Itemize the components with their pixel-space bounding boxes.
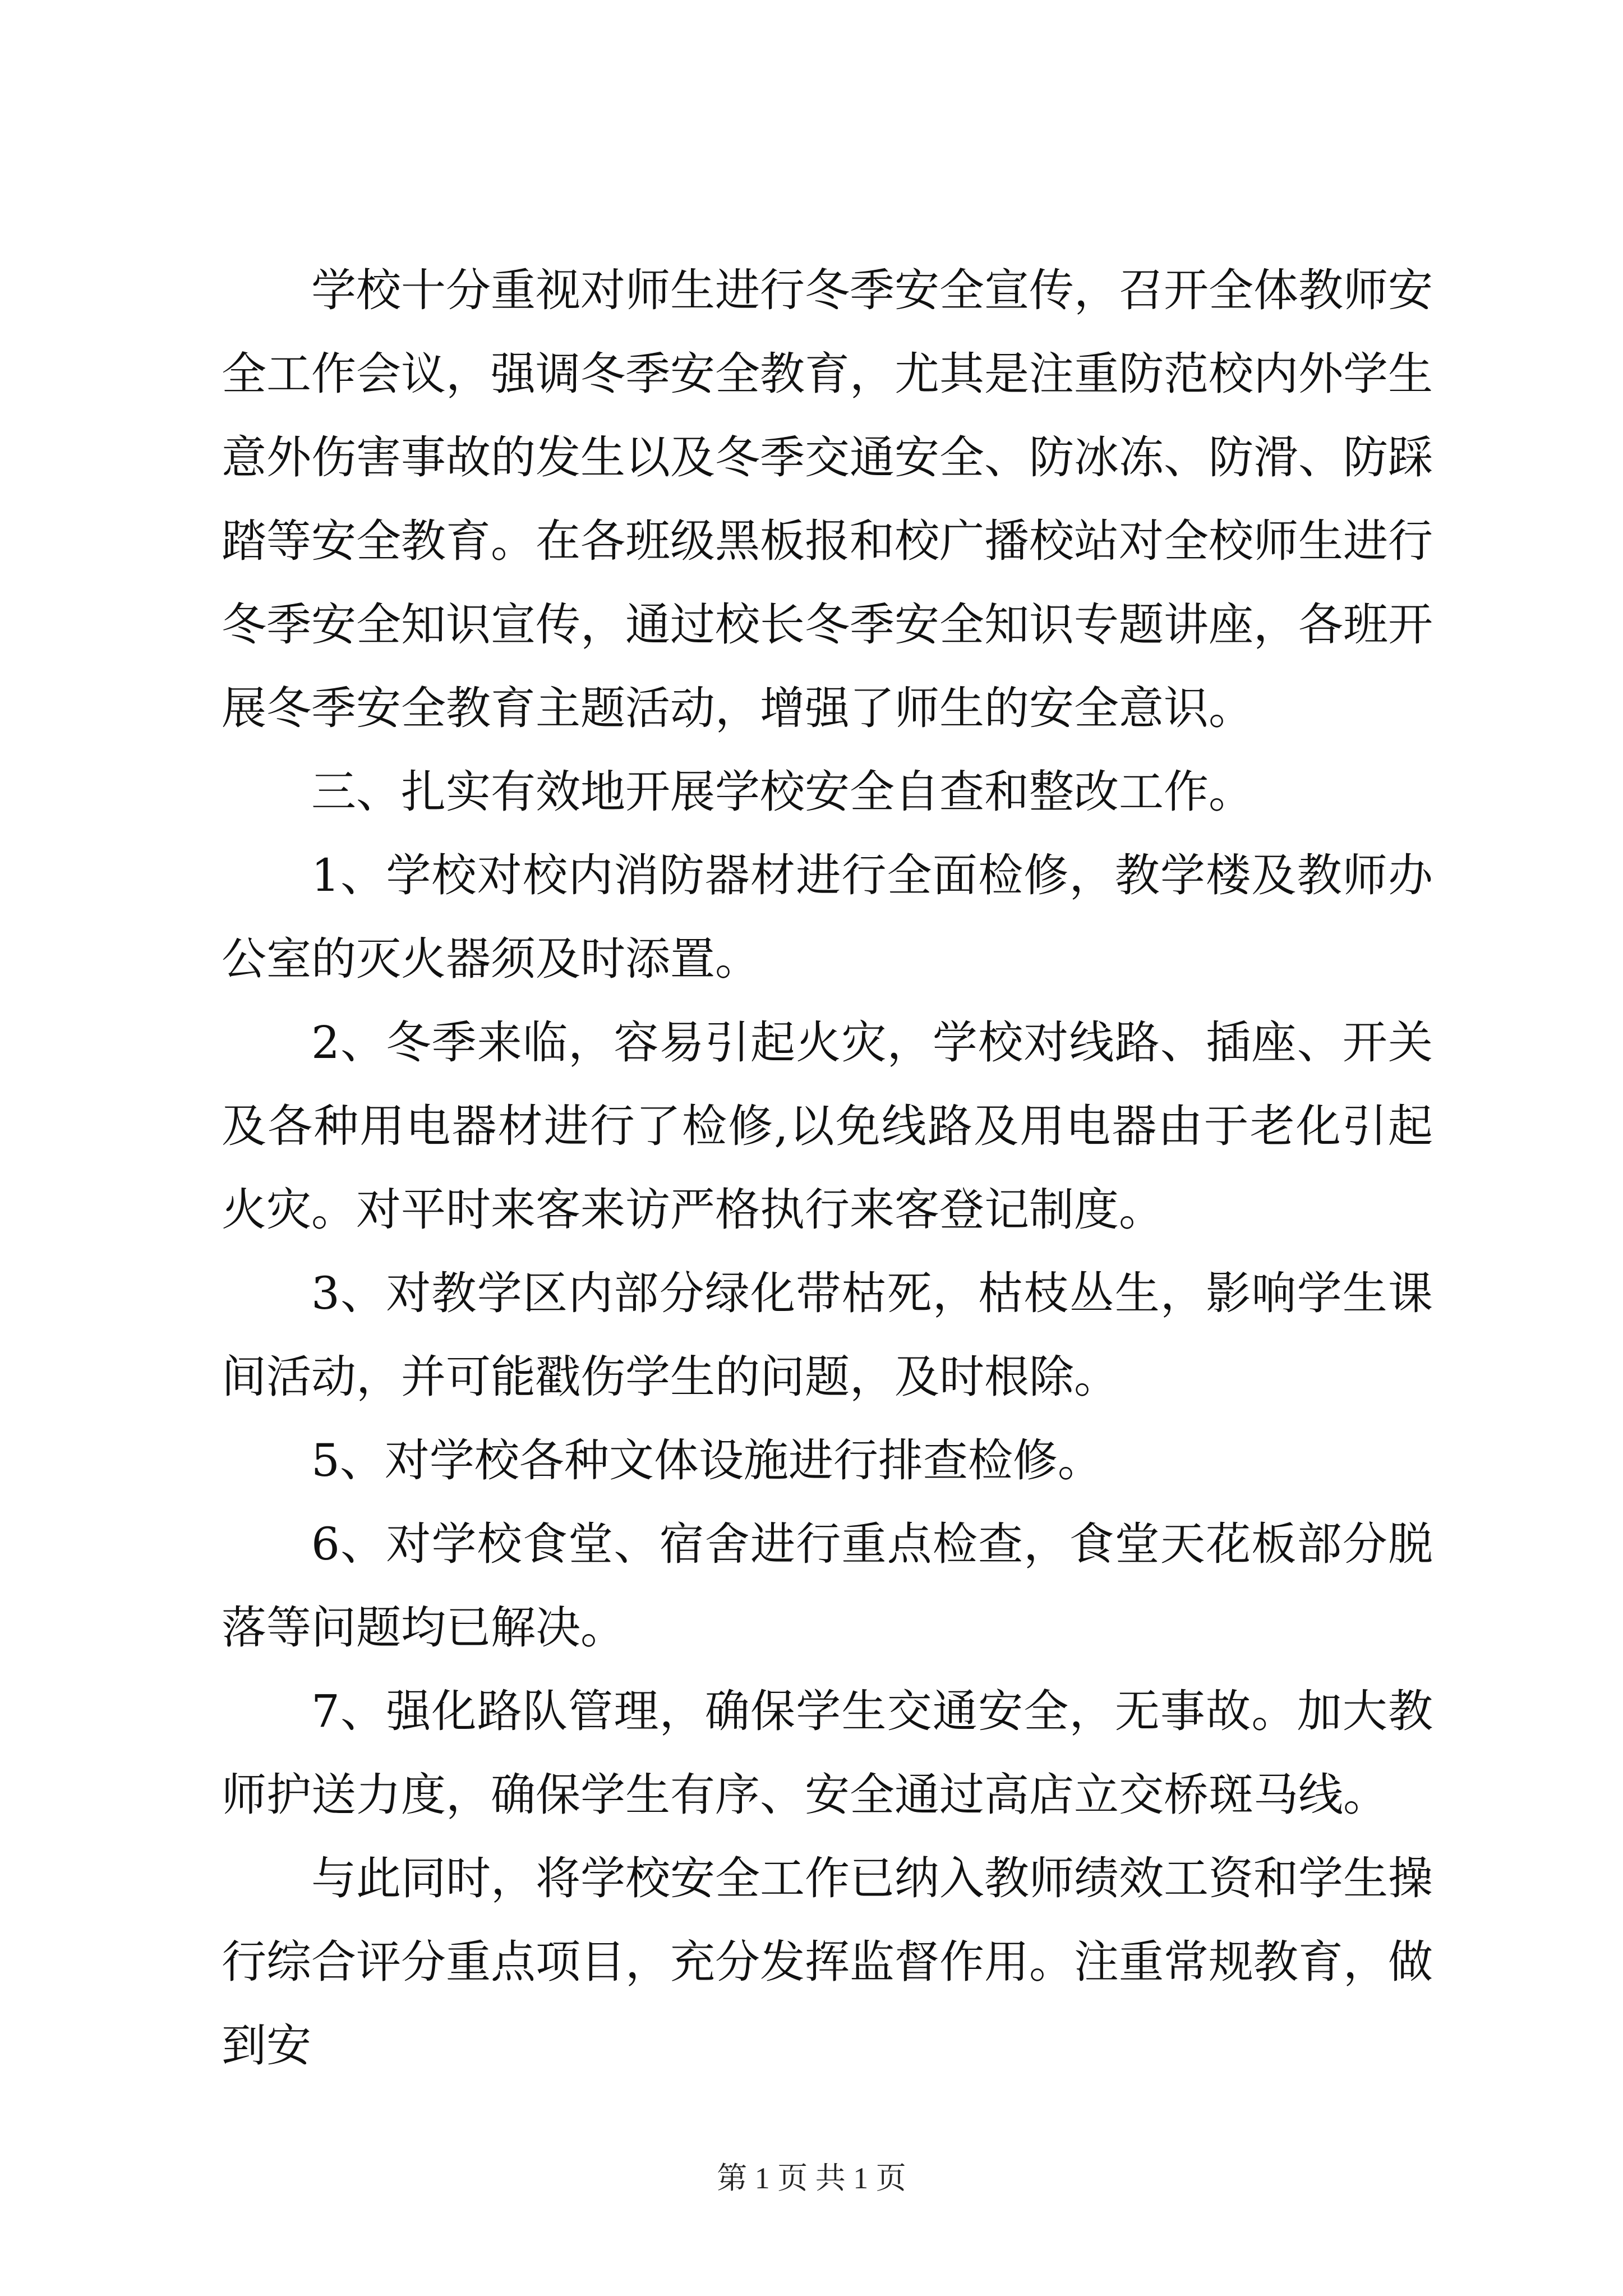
paragraph-item-7: 7、强化路队管理，确保学生交通安全，无事故。加大教师护送力度，确保学生有序、安全通过高店立交桥斑马线。: [222, 1685, 1433, 1821]
paragraph-item-2: 2、冬季来临，容易引起火灾，学校对线路、插座、开关及各种用电器材进行了检修,以免线路及用电器由于老化引起火灾。对平时来客来访严格执行来客登记制度。: [222, 1016, 1433, 1236]
paragraph-section-three-heading: 三、扎实有效地开展学校安全自查和整改工作。: [311, 766, 1253, 818]
paragraph-item-3: 3、对教学区内部分绿化带枯死，枯枝丛生，影响学生课间活动，并可能戳伤学生的问题，及时根除。: [222, 1267, 1433, 1403]
paragraph-item-6: 6、对学校食堂、宿舍进行重点检查，食堂天花板部分脱落等问题均已解决。: [222, 1518, 1433, 1654]
paragraph-closing: 与此同时，将学校安全工作已纳入教师绩效工资和学生操行综合评分重点项目，充分发挥监督作用。注重常规教育，做到安: [222, 1852, 1433, 2072]
page-number-label: 第 1 页 共 1 页: [717, 2161, 906, 2195]
paragraph-item-5: 5、对学校各种文体设施进行排查检修。: [311, 1434, 1103, 1487]
paragraph-winter-safety-publicity: 学校十分重视对师生进行冬季安全宣传，召开全体教师安全工作会议，强调冬季安全教育，尤其是注重防范校内外学生意外伤害事故的发生以及冬季交通安全、防冰冻、防滑、防踩踏等安全教育。在各班级黑板报和校广播校站对全校师生进行冬季安全知识宣传，通过校长冬季安全知识专题讲座，各班开展冬季安全教育主题活动，增强了师生的安全意识。: [222, 264, 1433, 734]
document-body: [222, 249, 1433, 2087]
paragraph-item-1: 1、学校对校内消防器材进行全面检修，教学楼及教师办公室的灭火器须及时添置。: [222, 849, 1433, 985]
page-footer: [0, 2154, 1623, 2197]
